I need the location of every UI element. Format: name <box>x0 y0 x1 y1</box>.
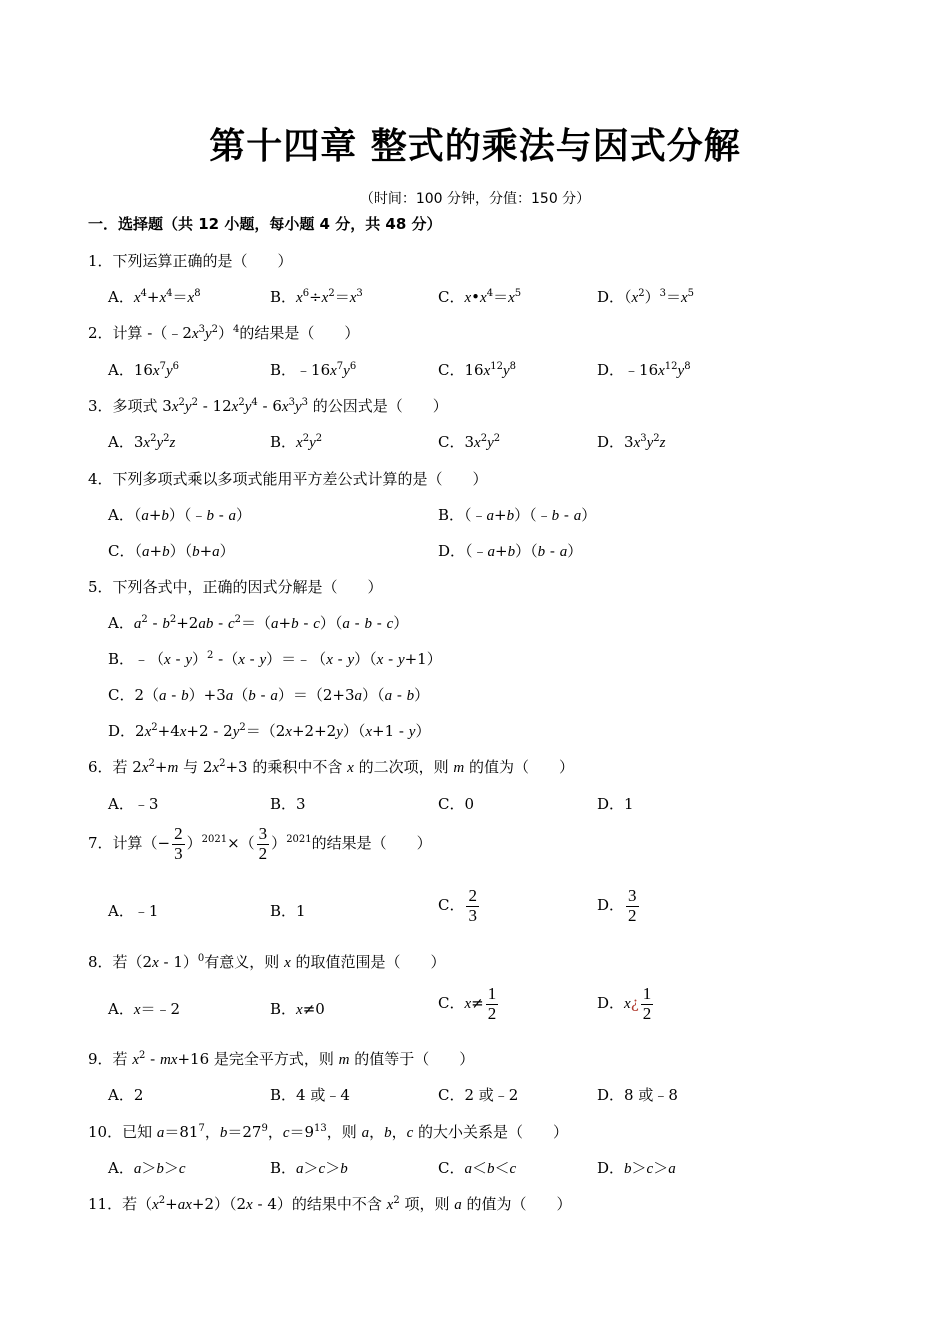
q7-option-c: C． $\frac{2}{3}$ <box>438 886 477 925</box>
q9-option-b: B．4 或﹣4 <box>270 1086 350 1104</box>
question-8: 8．若（2x - 1）$^0$有意义，则 x 的取值范围是（ ） <box>88 953 446 971</box>
fraction-2-3: $\frac{2}{3}$ <box>174 824 183 863</box>
q1-option-a: A．$x^4+x^4=x^8$ <box>108 288 201 306</box>
q10-option-b: B．a＞c＞b <box>270 1159 348 1177</box>
q7-option-b: B．1 <box>270 902 306 920</box>
q5-option-a: A．$a^2 - b^2+2ab - c^2=(a+b - c)(a - b - c)$ <box>108 614 409 632</box>
question-4: 4．下列多项式乘以多项式能用平方差公式计算的是（ ） <box>88 470 488 488</box>
q6-option-b: B．3 <box>270 795 306 813</box>
question-10: 10．已知 $a=81^7$，$b=27^9$，$c=9^{13}$，则 a，b，c 的大小关系是（ ） <box>88 1123 569 1141</box>
question-11: 11．若$(x^2+ax+2)(2x - 4)$的结果中不含 $x^2$ 项，则 a 的值为（ ） <box>88 1195 572 1213</box>
q9-option-a: A．2 <box>108 1086 144 1104</box>
question-2: 2．计算 $-(﹣2x^3y^2)^4$的结果是（ ） <box>88 324 360 342</box>
q6-option-d: D．1 <box>597 795 634 813</box>
q8-option-a: A．x＝﹣2 <box>108 1000 181 1018</box>
q4-option-d: D．（﹣a+b）（b - a） <box>438 542 583 560</box>
q10-option-a: A．a＞b＞c <box>108 1159 186 1177</box>
q4-option-a: A．（a+b）（﹣b - a） <box>108 506 252 524</box>
q4-option-b: B．（﹣a+b）（﹣b - a） <box>438 506 597 524</box>
q10-option-d: D．b＞c＞a <box>597 1159 676 1177</box>
q3-option-b: B．$x^2y^2$ <box>270 433 323 451</box>
q2-option-a: A．$16x^7y^6$ <box>108 361 180 379</box>
q3-option-a: A．$3x^2y^2z$ <box>108 433 176 451</box>
q9-option-d: D．8 或﹣8 <box>597 1086 678 1104</box>
exam-info: （时间：100 分钟，分值：150 分） <box>359 191 591 207</box>
q10-option-c: C．a＜b＜c <box>438 1159 517 1177</box>
q6-option-a: A．﹣3 <box>108 795 159 813</box>
q8-option-b: B．x≠0 <box>270 1000 325 1018</box>
q4-option-c: C．（a+b）（b+a） <box>108 542 235 560</box>
q5-option-d: D．$2x^2+4x+2 - 2y^2=(2x+2+2y)(x+1 - y)$ <box>108 722 431 740</box>
q1-option-b: B．$x^6\div x^2=x^3$ <box>270 288 363 306</box>
q3-option-c: C．$3x^2y^2$ <box>438 433 501 451</box>
q1-option-d: D．$(x^2)^3=x^5$ <box>597 288 695 306</box>
q7-option-d: D． $\frac{3}{2}$ <box>597 886 637 925</box>
q5-option-c: C．2（a - b）+3a（b - a）＝（2+3a）（a - b） <box>108 686 430 704</box>
q8-option-c: C．x≠ $\frac{1}{2}$ <box>438 984 497 1023</box>
question-7: 7．计算（− $\frac{2}{3}$ ）$^{2021}$×（ $\frac{3}{2}$ ）$^{2021}$的结果是（ ） <box>88 824 432 863</box>
section-heading: 一．选择题（共 12 小题，每小题 4 分，共 48 分） <box>88 215 442 233</box>
q2-option-b: B．$﹣16x^7y^6$ <box>270 361 357 379</box>
q5-option-b: B．﹣（x - y）$^2$ -（x - y）＝﹣（x - y）（x - y+1） <box>108 650 442 668</box>
question-3: 3．多项式 $3x^2y^2 - 12x^2y^4 - 6x^3y^3$ 的公因式是（ ） <box>88 397 448 415</box>
question-9: 9．若 $x^2 - mx+16$ 是完全平方式，则 m 的值等于（ ） <box>88 1050 475 1068</box>
question-1: 1．下列运算正确的是（ ） <box>88 252 293 270</box>
q3-option-d: D．$3x^3y^2z$ <box>597 433 666 451</box>
q2-option-c: C．$16x^{12}y^8$ <box>438 361 517 379</box>
page-title: 第十四章 整式的乘法与因式分解 <box>209 126 741 167</box>
q2-option-d: D．$﹣16x^{12}y^8$ <box>597 361 691 379</box>
q6-option-c: C．0 <box>438 795 475 813</box>
fraction-3-2: $\frac{3}{2}$ <box>258 824 268 863</box>
q7-option-a: A．﹣1 <box>108 902 159 920</box>
question-5: 5．下列各式中，正确的因式分解是（ ） <box>88 578 383 596</box>
q8-option-d: D．x¿ $\frac{1}{2}$ <box>597 984 652 1023</box>
question-6: 6．若 $2x^2+m$ 与 $2x^2+3$ 的乘积中不含 x 的二次项，则 m 的值为（ ） <box>88 758 574 776</box>
q9-option-c: C．2 或﹣2 <box>438 1086 519 1104</box>
q1-option-c: C．$x•x^4=x^5$ <box>438 288 522 306</box>
